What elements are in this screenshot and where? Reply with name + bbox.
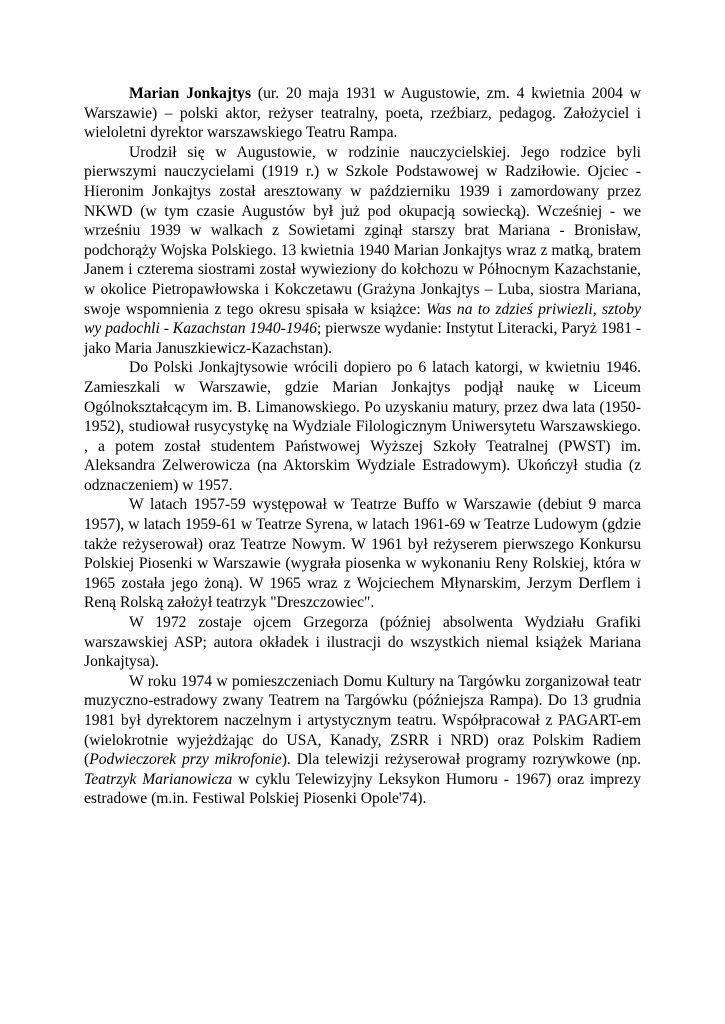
- paragraph-family: W 1972 zostaje ojcem Grzegorza (później absolwenta Wydziału Grafiki warszawskiej ASP; autora okładek i ilustracji do wszystkich niemal książek Mariana Jonkajtysa).: [84, 614, 641, 671]
- paragraph-childhood: Urodził się w Augustowie, w rodzinie nauczycielskiej. Jego rodzice byli pierwszymi nauczycielami (1919 r.) w Szkole Podstawowej w Radziłowie. Ojciec - Hieronim Jonkajtys został aresztowany w październiku 1939 i zamordowany przez NKWD (w tym czasie Augustów był już pod okupacją sowiecką). Wcześniej - we wrześniu 1939 w walkach z Sowietami zginął starszy brat Mariana - Bronisław, podchorąży Wojska Polskiego. 13 kwietnia 1940 Marian Jonkajtys wraz z matką, bratem Janem i czterema siostrami został wywieziony do kołchozu w Północnym Kazachstanie, w okolice Pietropawłowska i Kokczetawu (Grażyna Jonkajtys – Luba, siostra Mariana, swoje wspomnienia z tego okresu spisała w książce: Was na to zdzieś priwiezli, sztoby wy padochli - Kazachstan 1940-1946; pierwsze wydanie: Instytut Literacki, Paryż 1981 - jako Maria Januszkiewicz-Kazachstan).: [84, 143, 641, 357]
- book-title: Was na to zdzieś priwiezli, sztoby wy padochli - Kazachstan 1940-1946: [84, 300, 641, 338]
- subject-name: Marian Jonkajtys: [129, 85, 252, 102]
- paragraph-career: W latach 1957-59 występował w Teatrze Buffo w Warszawie (debiut 9 marca 1957), w latach 1959-61 w Teatrze Syrena, w latach 1961-69 w Teatrze Ludowym (gdzie także reżyserował) oraz Teatrze Nowym. W 1961 był reżyserem pierwszego Konkursu Polskiej Piosenki w Warszawie (wygrała piosenka w wykonaniu Reny Rolskiej, która w 1965 została jego żoną). W 1965 wraz z Wojciechem Młynarskim, Jerzym Derflem i Reną Rolską założył teatrzyk "Dreszczowiec".: [84, 496, 641, 612]
- document-page: [84, 84, 641, 809]
- program-title: Podwieczorek przy mikrofonie: [89, 751, 282, 769]
- paragraph-rampa: W roku 1974 w pomieszczeniach Domu Kultury na Targówku zorganizował teatr muzyczno-estradowy zwany Teatrem na Targówku (późniejsza Rampa). Do 13 grudnia 1981 był dyrektorem naczelnym i artystycznym teatru. Współpracował z PAGART-em (wielokrotnie wyjeżdżając do USA, Kanady, ZSRR i NRD) oraz Polskim Radiem (Podwieczorek przy mikrofonie). Dla telewizji reżyserował programy rozrywkowe (np. Teatrzyk Marianowicza w cyklu Telewizyjny Leksykon Humoru - 1967) oraz imprezy estradowe (m.in. Festiwal Polskiej Piosenki Opole'74).: [84, 672, 641, 808]
- paragraph-intro: Marian Jonkajtys (ur. 20 maja 1931 w Augustowie, zm. 4 kwietnia 2004 w Warszawie) – polski aktor, reżyser teatralny, poeta, rzeźbiarz, pedagog. Założyciel i wieloletni dyrektor warszawskiego Teatru Rampa.: [84, 85, 642, 142]
- paragraph-education: Do Polski Jonkajtysowie wrócili dopiero po 6 latach katorgi, w kwietniu 1946. Zamieszkali w Warszawie, gdzie Marian Jonkajtys podjął naukę w Liceum Ogólnokształcącym im. B. Limanowskiego. Po uzyskaniu matury, przez dwa lata (1950-1952), studiował rusycystykę na Wydziale Filologicznym Uniwersytetu Warszawskiego. , a potem został studentem Państwowej Wyższej Szkoły Teatralnej (PWST) im. Aleksandra Zelwerowicza (na Aktorskim Wydziale Estradowym). Ukończył studia (z odznaczeniem) w 1957.: [84, 359, 641, 494]
- program-title: Teatrzyk Marianowicza: [84, 770, 233, 788]
